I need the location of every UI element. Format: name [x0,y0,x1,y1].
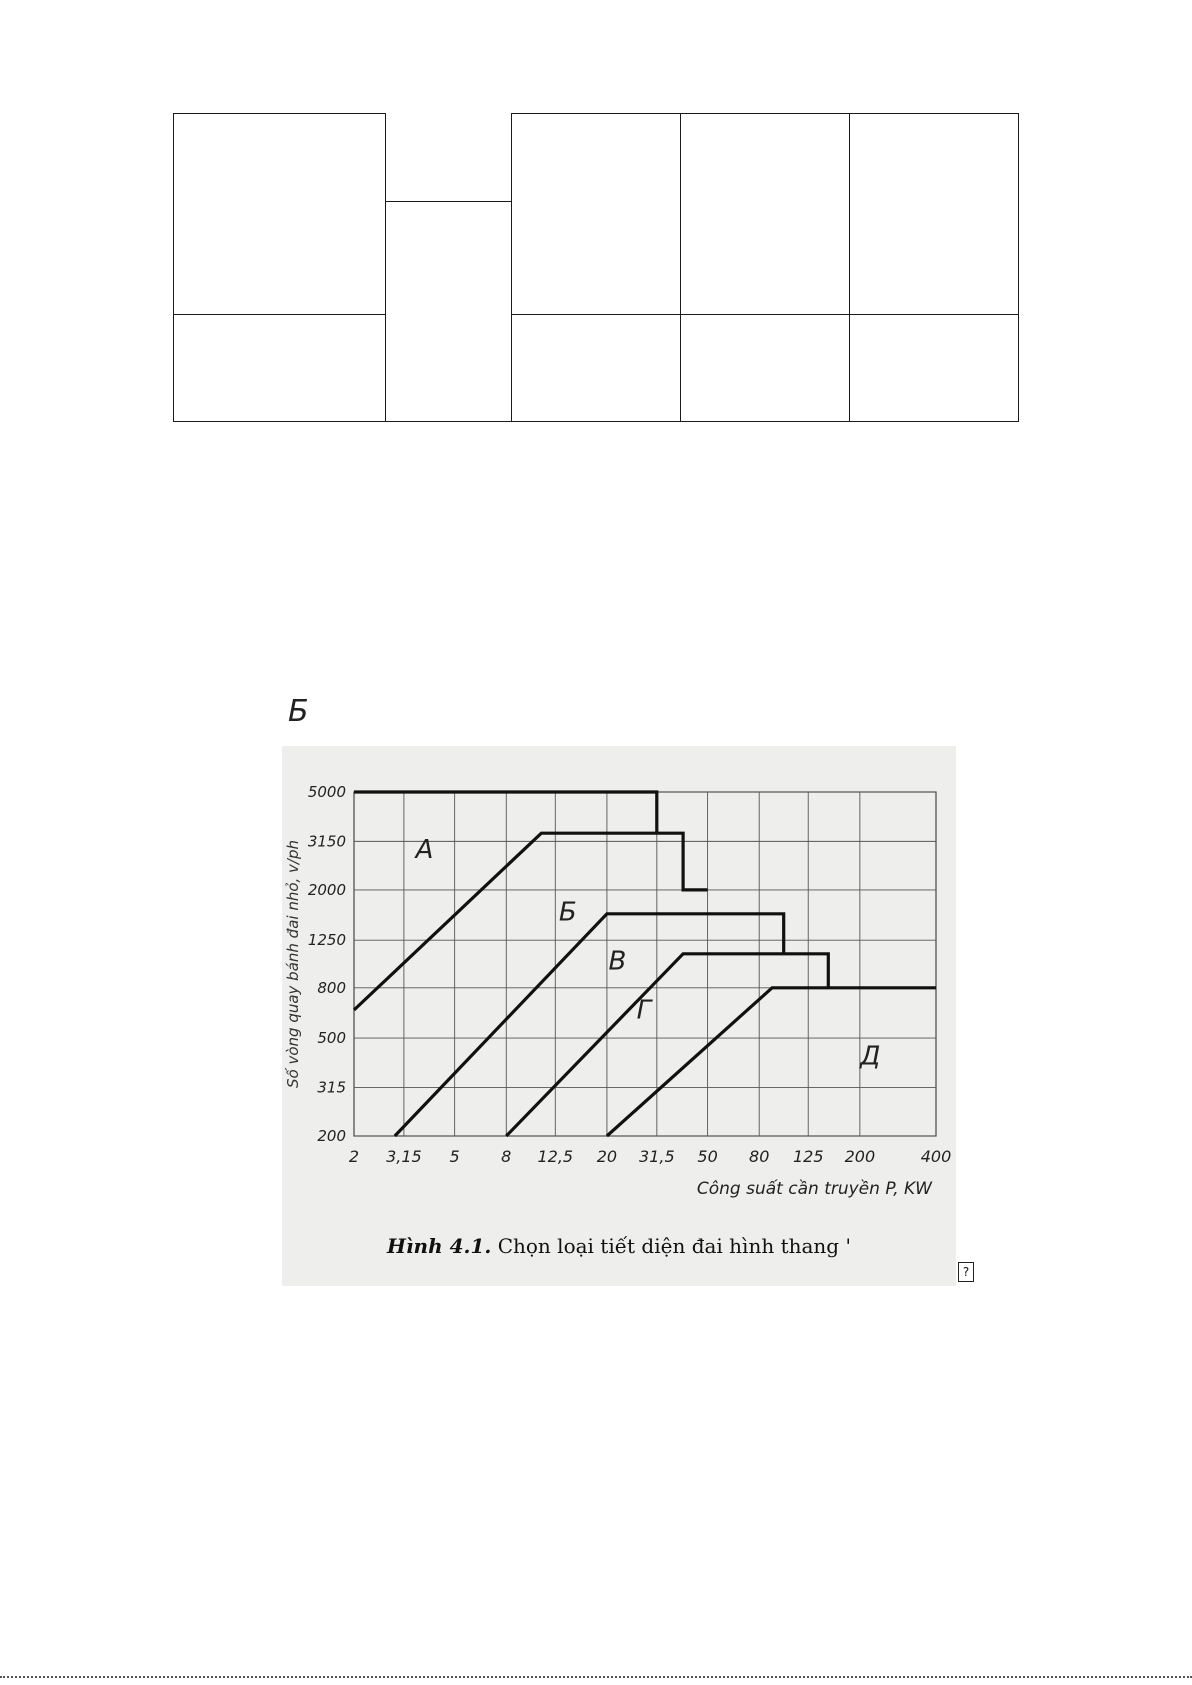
x-tick-label: 3,15 [386,1147,422,1166]
y-tick-label: 200 [317,1127,346,1145]
figure-caption [282,1234,956,1258]
table-cell-r1c4 [680,113,850,315]
x-tick-label: 2 [348,1147,360,1166]
x-tick-label: 200 [844,1147,876,1166]
region-label: Б [558,897,577,928]
missing-glyph-icon: ? [958,1262,974,1282]
caption-label: Hình 4.1. [387,1234,492,1258]
chart [282,746,956,1226]
boundary-line [395,914,784,1136]
footer-line [0,1676,1192,1680]
y-tick-label: 3150 [307,832,346,851]
y-tick-label: 500 [317,1029,346,1048]
x-tick-label: 50 [697,1147,718,1166]
region-label: Г [636,995,652,1026]
x-tick-label: 12,5 [537,1147,574,1166]
boundary-line [607,988,936,1136]
x-tick-label: 400 [920,1147,952,1166]
y-tick-label: 2000 [307,880,346,899]
caption-mark: ' [845,1234,851,1258]
table-cell-r2c5 [849,314,1019,422]
table-cell-r2c3 [511,314,681,422]
caption-text: Chọn loại tiết diện đai hình thang [497,1234,840,1258]
region-label: В [608,946,627,977]
x-tick-label: 31,5 [639,1147,675,1166]
y-tick-label: 800 [317,978,346,997]
table-cell-r1c3 [511,113,681,315]
x-tick-label: 20 [596,1147,618,1166]
table-cell-r1c5 [849,113,1019,315]
table-cell-r2c4 [680,314,850,422]
y-axis-label: Số vòng quay bánh đai nhỏ, v/ph [284,839,302,1089]
table-cell-merged-c2 [385,201,512,422]
x-axis-label: Công suất cần truyền P, KW [696,1179,932,1199]
x-tick-label: 125 [792,1147,824,1166]
region-label: А [415,834,434,865]
y-tick-label: 315 [317,1078,346,1097]
x-tick-label: 8 [501,1147,512,1166]
boundary-line [506,954,828,1136]
x-tick-label: 5 [449,1147,460,1166]
plot-frame [354,792,936,1136]
table-cell-r1c1 [173,113,386,315]
region-label: Д [860,1041,881,1072]
figure-scan [282,746,956,1286]
x-tick-label: 80 [749,1147,770,1166]
section-letter: Б [288,694,309,729]
boundary-line [354,792,657,833]
y-tick-label: 5000 [307,783,346,801]
y-tick-label: 1250 [307,931,346,950]
table-cell-r2c1 [173,314,386,422]
